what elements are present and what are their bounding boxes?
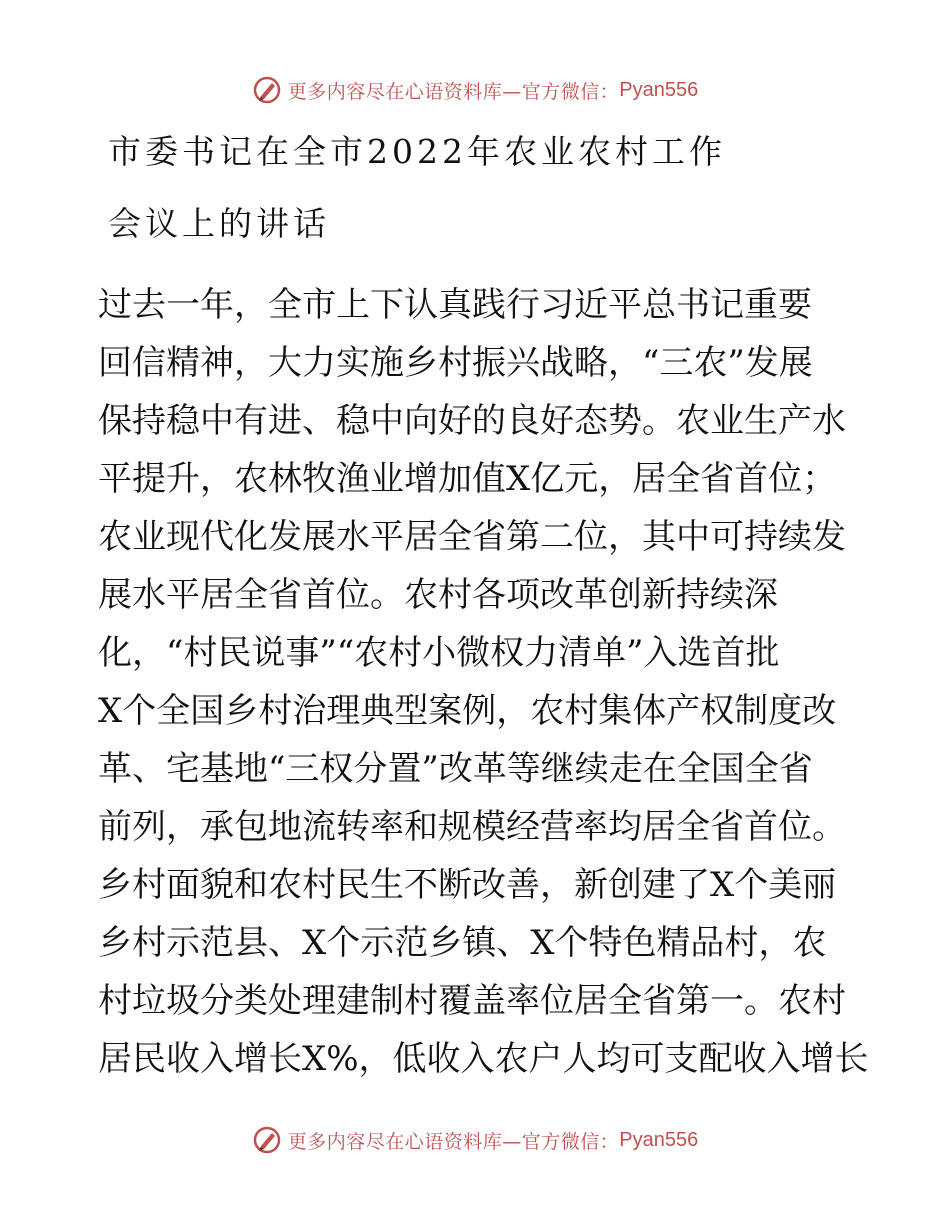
body-line: 展水平居全省首位。农村各项改革创新持续深 — [98, 575, 778, 615]
watermark-text: 更多内容尽在心语资料库—官方微信： — [287, 80, 620, 103]
watermark-header — [0, 70, 950, 110]
body-line: 乡村示范县、X个示范乡镇、X个特色精品村，农 — [98, 923, 827, 963]
body-line: 乡村面貌和农村民生不断改善，新创建了X个美丽 — [98, 865, 837, 905]
pen-logo-icon — [252, 75, 282, 105]
body-line: 村垃圾分类处理建制村覆盖率位居全省第一。农村 — [98, 981, 846, 1021]
document-title-line-1: 市委书记在全市2022年农业农村工作 — [108, 132, 726, 171]
body-line: 农业现代化发展水平居全省第二位，其中可持续发 — [98, 517, 846, 557]
body-line: 回信精神，大力实施乡村振兴战略，“三农”发展 — [98, 343, 813, 383]
body-line: X个全国乡村治理典型案例，农村集体产权制度改 — [98, 691, 837, 731]
body-line: 革、宅基地“三权分置”改革等继续走在全国全省 — [98, 749, 813, 789]
document-title-line-2: 会议上的讲话 — [108, 204, 330, 243]
body-line: 前列，承包地流转率和规模经营率均居全省首位。 — [98, 807, 846, 847]
body-line: 化，“村民说事”“农村小微权力清单”入选首批 — [98, 633, 780, 673]
body-line: 保持稳中有进、稳中向好的良好态势。农业生产水 — [98, 401, 846, 441]
watermark-wechat-id: Pyan556 — [619, 78, 699, 101]
body-line: 平提升，农林牧渔业增加值X亿元，居全省首位； — [98, 459, 837, 499]
watermark-footer — [0, 1120, 950, 1160]
watermark-text: 更多内容尽在心语资料库—官方微信： — [287, 1130, 620, 1153]
pen-logo-icon — [252, 1125, 282, 1155]
watermark-wechat-id: Pyan556 — [619, 1128, 699, 1151]
body-line: 过去一年，全市上下认真践行习近平总书记重要 — [98, 285, 812, 325]
body-line: 居民收入增长X%，低收入农户人均可支配收入增长 — [98, 1039, 869, 1079]
